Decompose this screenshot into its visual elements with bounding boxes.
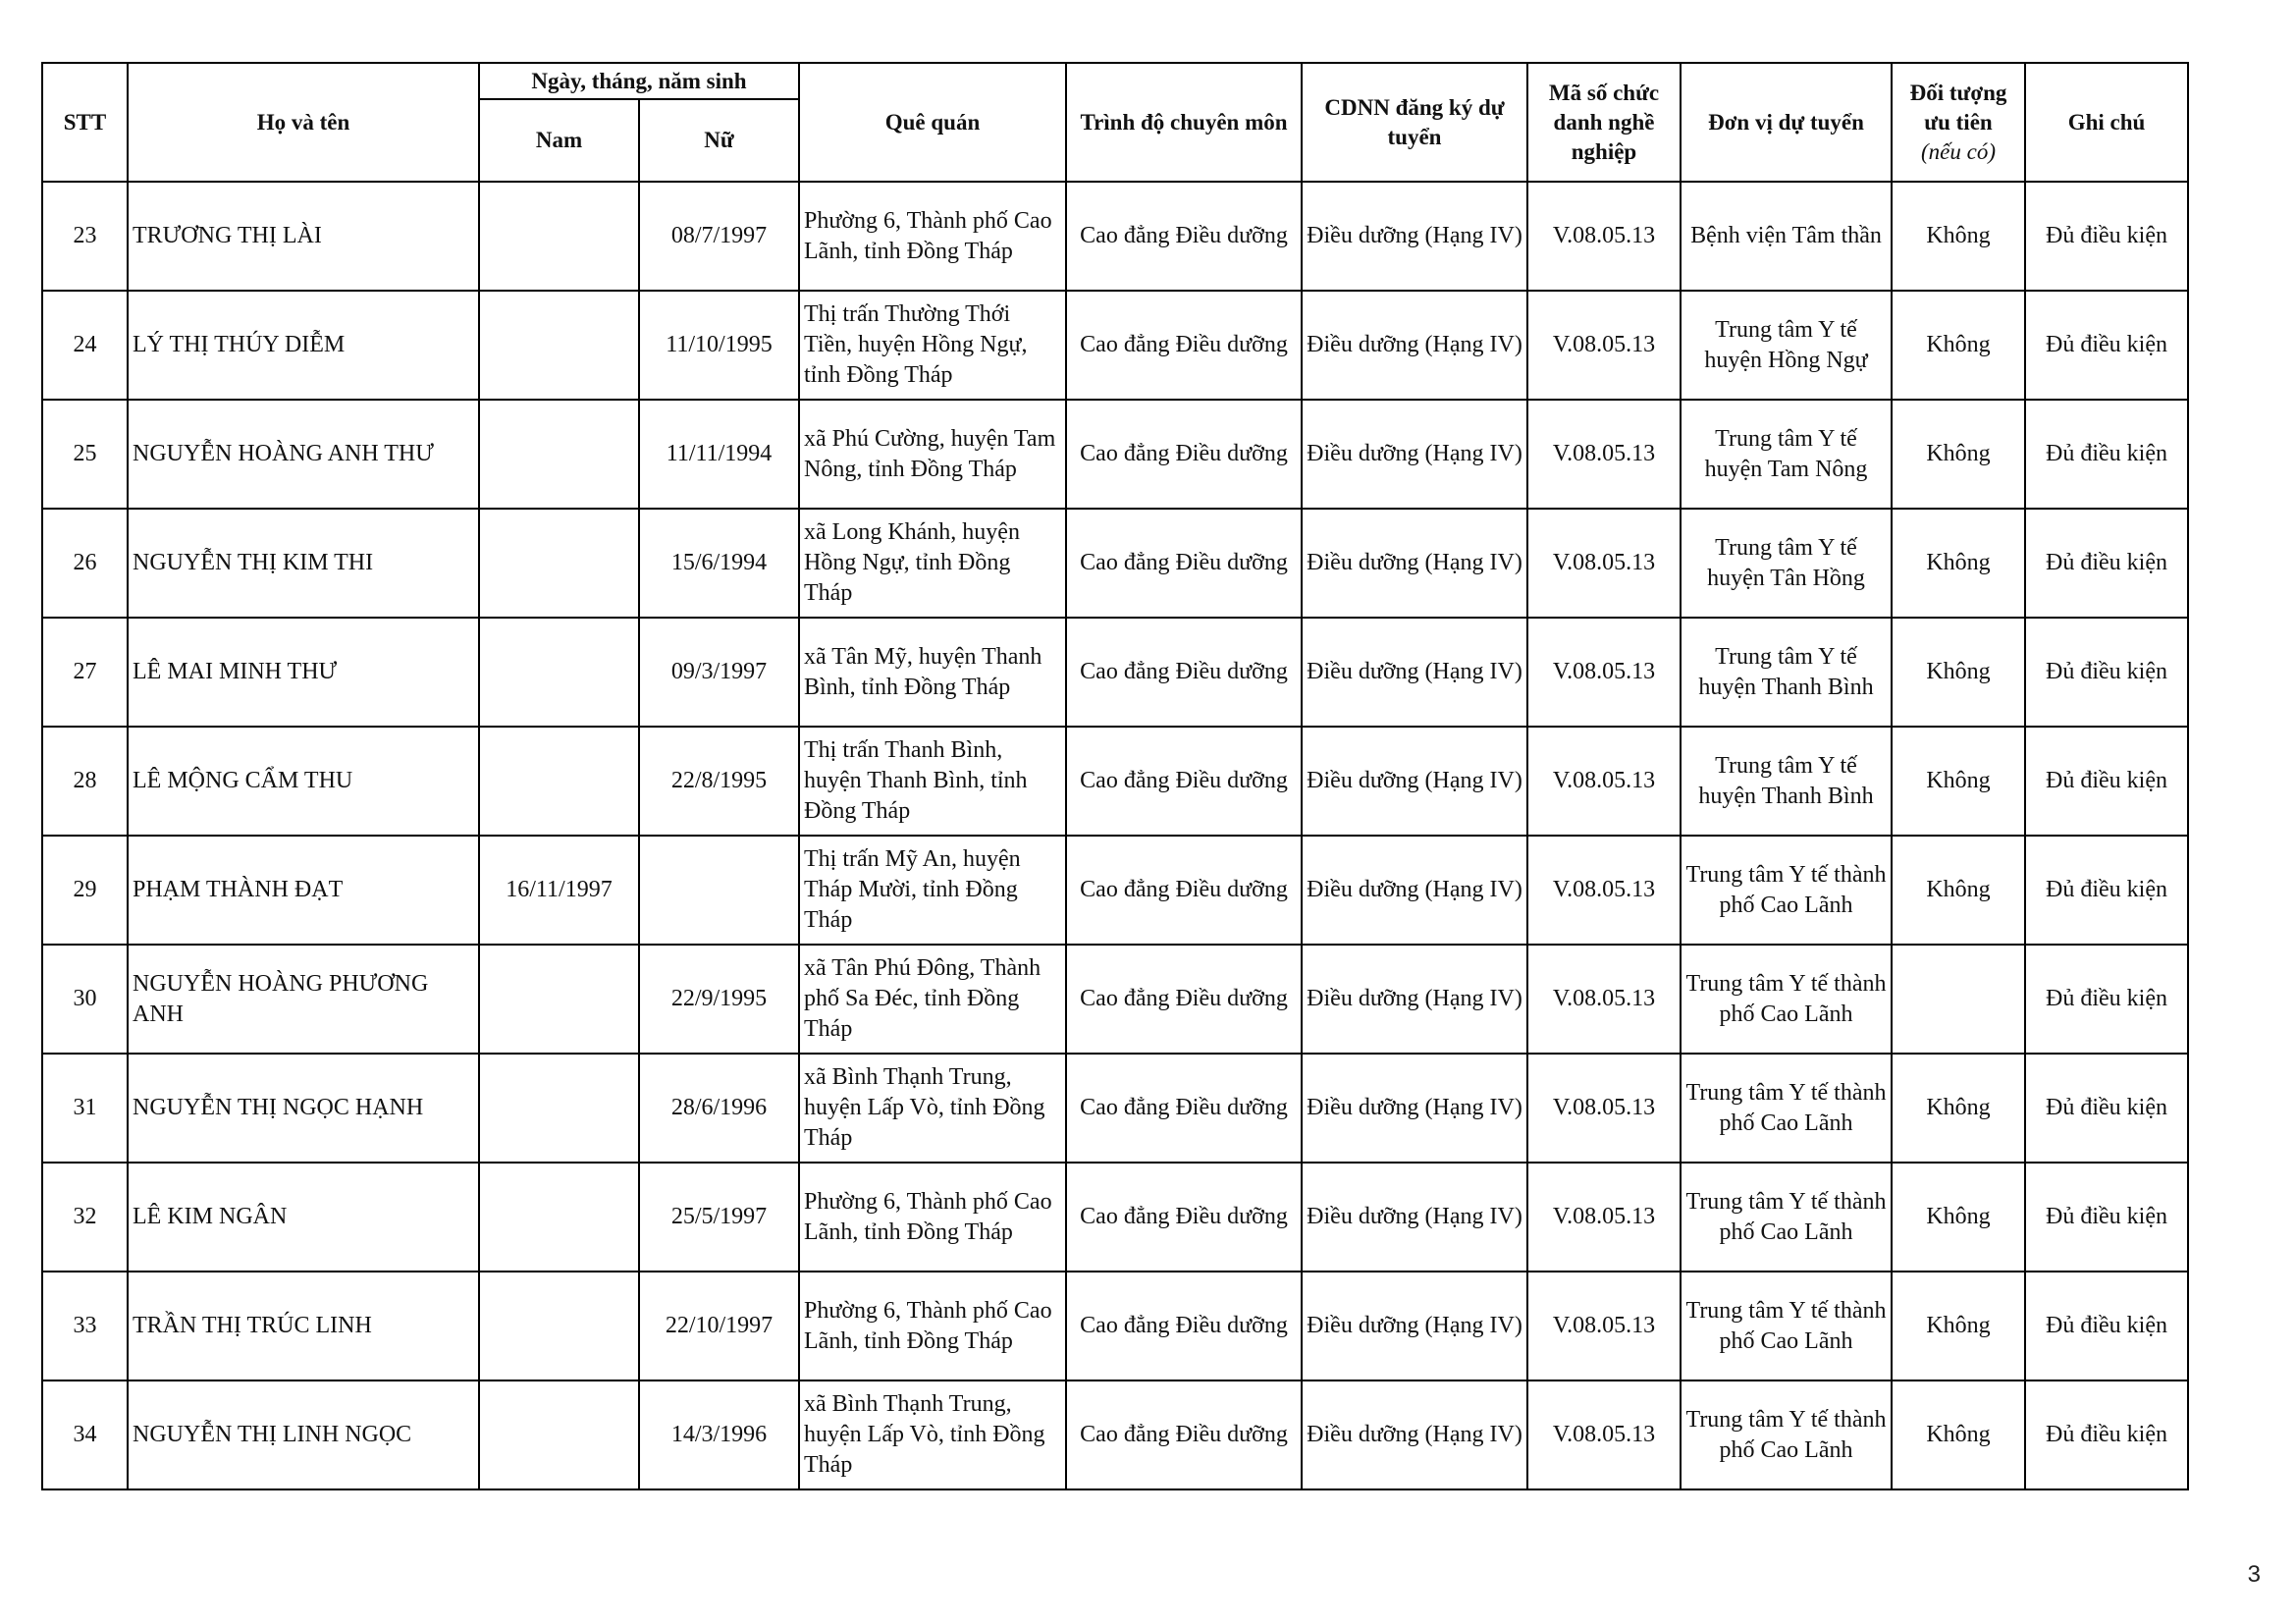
cell-stt: 23	[42, 182, 128, 291]
cell-stt: 29	[42, 836, 128, 945]
cell-title-code: V.08.05.13	[1527, 836, 1681, 945]
cell-notes: Đủ điều kiện	[2025, 618, 2188, 727]
cell-qualification: Cao đẳng Điều dưỡng	[1066, 291, 1302, 400]
cell-stt: 25	[42, 400, 128, 509]
cell-birth-male	[479, 509, 639, 618]
cell-cdnn: Điều dưỡng (Hạng IV)	[1302, 1272, 1527, 1380]
cell-birth-female: 22/8/1995	[639, 727, 799, 836]
cell-unit: Trung tâm Y tế thành phố Cao Lãnh	[1681, 945, 1892, 1054]
cell-unit: Trung tâm Y tế thành phố Cao Lãnh	[1681, 1272, 1892, 1380]
table-row	[42, 1163, 2188, 1272]
cell-full-name: NGUYỄN THỊ KIM THI	[128, 509, 479, 618]
cell-birth-female: 09/3/1997	[639, 618, 799, 727]
cell-stt: 32	[42, 1163, 128, 1272]
cell-unit: Trung tâm Y tế thành phố Cao Lãnh	[1681, 1054, 1892, 1163]
cell-qualification: Cao đẳng Điều dưỡng	[1066, 182, 1302, 291]
cell-hometown: xã Phú Cường, huyện Tam Nông, tỉnh Đồng Tháp	[799, 400, 1066, 509]
cell-title-code: V.08.05.13	[1527, 1272, 1681, 1380]
cell-stt: 24	[42, 291, 128, 400]
cell-unit: Trung tâm Y tế huyện Hồng Ngự	[1681, 291, 1892, 400]
cell-full-name: NGUYỄN THỊ NGỌC HẠNH	[128, 1054, 479, 1163]
cell-notes: Đủ điều kiện	[2025, 727, 2188, 836]
table-row	[42, 1054, 2188, 1163]
header-cdnn: CDNN đăng ký dự tuyển	[1302, 63, 1527, 182]
cell-stt: 30	[42, 945, 128, 1054]
table-row	[42, 727, 2188, 836]
cell-stt: 31	[42, 1054, 128, 1163]
table-row	[42, 509, 2188, 618]
cell-title-code: V.08.05.13	[1527, 509, 1681, 618]
cell-full-name: LÊ KIM NGÂN	[128, 1163, 479, 1272]
cell-priority: Không	[1892, 618, 2025, 727]
cell-full-name: TRẦN THỊ TRÚC LINH	[128, 1272, 479, 1380]
cell-stt: 28	[42, 727, 128, 836]
cell-title-code: V.08.05.13	[1527, 1054, 1681, 1163]
cell-cdnn: Điều dưỡng (Hạng IV)	[1302, 509, 1527, 618]
header-priority	[1892, 63, 2025, 182]
cell-title-code: V.08.05.13	[1527, 1163, 1681, 1272]
cell-qualification: Cao đẳng Điều dưỡng	[1066, 1163, 1302, 1272]
cell-title-code: V.08.05.13	[1527, 291, 1681, 400]
table-row	[42, 1380, 2188, 1489]
cell-birth-female: 14/3/1996	[639, 1380, 799, 1489]
cell-unit: Trung tâm Y tế huyện Thanh Bình	[1681, 727, 1892, 836]
header-title-code: Mã số chức danh nghề nghiệp	[1527, 63, 1681, 182]
header-unit: Đơn vị dự tuyển	[1681, 63, 1892, 182]
cell-full-name: NGUYỄN HOÀNG PHƯƠNG ANH	[128, 945, 479, 1054]
cell-birth-male	[479, 945, 639, 1054]
header-hometown: Quê quán	[799, 63, 1066, 182]
table-row	[42, 182, 2188, 291]
cell-full-name: TRƯƠNG THỊ LÀI	[128, 182, 479, 291]
cell-hometown: Thị trấn Thường Thới Tiền, huyện Hồng Ngự, tỉnh Đồng Tháp	[799, 291, 1066, 400]
cell-birth-female: 15/6/1994	[639, 509, 799, 618]
cell-cdnn: Điều dưỡng (Hạng IV)	[1302, 836, 1527, 945]
cell-hometown: Phường 6, Thành phố Cao Lãnh, tỉnh Đồng Tháp	[799, 1272, 1066, 1380]
header-qualification: Trình độ chuyên môn	[1066, 63, 1302, 182]
cell-birth-male	[479, 1054, 639, 1163]
header-birth-date: Ngày, tháng, năm sinh	[479, 63, 799, 99]
cell-priority: Không	[1892, 727, 2025, 836]
cell-full-name: LÊ MAI MINH THƯ	[128, 618, 479, 727]
cell-birth-male	[479, 1163, 639, 1272]
cell-unit: Trung tâm Y tế huyện Thanh Bình	[1681, 618, 1892, 727]
cell-hometown: xã Tân Mỹ, huyện Thanh Bình, tỉnh Đồng Tháp	[799, 618, 1066, 727]
table-row	[42, 1272, 2188, 1380]
cell-title-code: V.08.05.13	[1527, 727, 1681, 836]
cell-cdnn: Điều dưỡng (Hạng IV)	[1302, 291, 1527, 400]
cell-stt: 33	[42, 1272, 128, 1380]
cell-priority: Không	[1892, 1380, 2025, 1489]
cell-full-name: NGUYỄN THỊ LINH NGỌC	[128, 1380, 479, 1489]
header-male: Nam	[479, 99, 639, 182]
page-number: 3	[2247, 1561, 2261, 1588]
cell-stt: 26	[42, 509, 128, 618]
cell-notes: Đủ điều kiện	[2025, 945, 2188, 1054]
cell-notes: Đủ điều kiện	[2025, 1163, 2188, 1272]
cell-full-name: NGUYỄN HOÀNG ANH THƯ	[128, 400, 479, 509]
cell-cdnn: Điều dưỡng (Hạng IV)	[1302, 1054, 1527, 1163]
cell-birth-female: 11/11/1994	[639, 400, 799, 509]
cell-title-code: V.08.05.13	[1527, 400, 1681, 509]
cell-unit: Trung tâm Y tế thành phố Cao Lãnh	[1681, 1163, 1892, 1272]
cell-birth-female: 28/6/1996	[639, 1054, 799, 1163]
cell-unit: Trung tâm Y tế thành phố Cao Lãnh	[1681, 836, 1892, 945]
cell-qualification: Cao đẳng Điều dưỡng	[1066, 1272, 1302, 1380]
cell-priority: Không	[1892, 1272, 2025, 1380]
cell-priority: Không	[1892, 291, 2025, 400]
cell-hometown: xã Tân Phú Đông, Thành phố Sa Đéc, tỉnh Đồng Tháp	[799, 945, 1066, 1054]
header-notes: Ghi chú	[2025, 63, 2188, 182]
cell-notes: Đủ điều kiện	[2025, 836, 2188, 945]
cell-title-code: V.08.05.13	[1527, 182, 1681, 291]
cell-birth-female	[639, 836, 799, 945]
table-row	[42, 836, 2188, 945]
cell-notes: Đủ điều kiện	[2025, 291, 2188, 400]
cell-birth-male: 16/11/1997	[479, 836, 639, 945]
cell-qualification: Cao đẳng Điều dưỡng	[1066, 618, 1302, 727]
cell-qualification: Cao đẳng Điều dưỡng	[1066, 1380, 1302, 1489]
cell-full-name: LÝ THỊ THÚY DIỄM	[128, 291, 479, 400]
table-row	[42, 945, 2188, 1054]
table-header	[42, 63, 2188, 182]
cell-cdnn: Điều dưỡng (Hạng IV)	[1302, 400, 1527, 509]
cell-birth-female: 08/7/1997	[639, 182, 799, 291]
candidate-table	[41, 62, 2189, 1490]
cell-cdnn: Điều dưỡng (Hạng IV)	[1302, 1163, 1527, 1272]
header-female: Nữ	[639, 99, 799, 182]
cell-notes: Đủ điều kiện	[2025, 1380, 2188, 1489]
cell-priority: Không	[1892, 400, 2025, 509]
table-row	[42, 291, 2188, 400]
cell-qualification: Cao đẳng Điều dưỡng	[1066, 400, 1302, 509]
cell-cdnn: Điều dưỡng (Hạng IV)	[1302, 727, 1527, 836]
cell-unit: Trung tâm Y tế huyện Tam Nông	[1681, 400, 1892, 509]
cell-cdnn: Điều dưỡng (Hạng IV)	[1302, 945, 1527, 1054]
cell-hometown: Thị trấn Mỹ An, huyện Tháp Mười, tỉnh Đồng Tháp	[799, 836, 1066, 945]
cell-priority: Không	[1892, 836, 2025, 945]
cell-birth-male	[479, 1380, 639, 1489]
cell-qualification: Cao đẳng Điều dưỡng	[1066, 509, 1302, 618]
cell-birth-male	[479, 727, 639, 836]
cell-hometown: Phường 6, Thành phố Cao Lãnh, tỉnh Đồng Tháp	[799, 1163, 1066, 1272]
cell-full-name: PHẠM THÀNH ĐẠT	[128, 836, 479, 945]
cell-hometown: xã Long Khánh, huyện Hồng Ngự, tỉnh Đồng Tháp	[799, 509, 1066, 618]
cell-hometown: Thị trấn Thanh Bình, huyện Thanh Bình, tỉnh Đồng Tháp	[799, 727, 1066, 836]
cell-qualification: Cao đẳng Điều dưỡng	[1066, 1054, 1302, 1163]
cell-birth-female: 22/9/1995	[639, 945, 799, 1054]
cell-qualification: Cao đẳng Điều dưỡng	[1066, 727, 1302, 836]
cell-stt: 34	[42, 1380, 128, 1489]
cell-unit: Trung tâm Y tế thành phố Cao Lãnh	[1681, 1380, 1892, 1489]
cell-birth-male	[479, 400, 639, 509]
cell-cdnn: Điều dưỡng (Hạng IV)	[1302, 1380, 1527, 1489]
cell-title-code: V.08.05.13	[1527, 945, 1681, 1054]
cell-birth-male	[479, 291, 639, 400]
header-full-name: Họ và tên	[128, 63, 479, 182]
cell-stt: 27	[42, 618, 128, 727]
cell-hometown: Phường 6, Thành phố Cao Lãnh, tỉnh Đồng Tháp	[799, 182, 1066, 291]
cell-cdnn: Điều dưỡng (Hạng IV)	[1302, 618, 1527, 727]
cell-notes: Đủ điều kiện	[2025, 1272, 2188, 1380]
cell-title-code: V.08.05.13	[1527, 618, 1681, 727]
cell-hometown: xã Bình Thạnh Trung, huyện Lấp Vò, tỉnh Đồng Tháp	[799, 1380, 1066, 1489]
cell-cdnn: Điều dưỡng (Hạng IV)	[1302, 182, 1527, 291]
cell-birth-male	[479, 182, 639, 291]
cell-unit: Trung tâm Y tế huyện Tân Hồng	[1681, 509, 1892, 618]
table-row	[42, 400, 2188, 509]
cell-full-name: LÊ MỘNG CẨM THU	[128, 727, 479, 836]
cell-birth-female: 11/10/1995	[639, 291, 799, 400]
cell-priority: Không	[1892, 509, 2025, 618]
cell-priority	[1892, 945, 2025, 1054]
cell-unit: Bệnh viện Tâm thần	[1681, 182, 1892, 291]
cell-priority: Không	[1892, 1163, 2025, 1272]
cell-birth-male	[479, 618, 639, 727]
cell-notes: Đủ điều kiện	[2025, 182, 2188, 291]
cell-hometown: xã Bình Thạnh Trung, huyện Lấp Vò, tỉnh Đồng Tháp	[799, 1054, 1066, 1163]
cell-notes: Đủ điều kiện	[2025, 1054, 2188, 1163]
cell-priority: Không	[1892, 1054, 2025, 1163]
cell-qualification: Cao đẳng Điều dưỡng	[1066, 945, 1302, 1054]
cell-notes: Đủ điều kiện	[2025, 509, 2188, 618]
cell-notes: Đủ điều kiện	[2025, 400, 2188, 509]
cell-title-code: V.08.05.13	[1527, 1380, 1681, 1489]
table-body	[42, 182, 2188, 1489]
header-stt: STT	[42, 63, 128, 182]
header-priority-note: (nếu có)	[1921, 138, 1996, 164]
cell-qualification: Cao đẳng Điều dưỡng	[1066, 836, 1302, 945]
cell-priority: Không	[1892, 182, 2025, 291]
cell-birth-female: 25/5/1997	[639, 1163, 799, 1272]
table-row	[42, 618, 2188, 727]
cell-birth-female: 22/10/1997	[639, 1272, 799, 1380]
cell-birth-male	[479, 1272, 639, 1380]
header-priority-label: Đối tượng ưu tiên	[1909, 80, 2007, 135]
